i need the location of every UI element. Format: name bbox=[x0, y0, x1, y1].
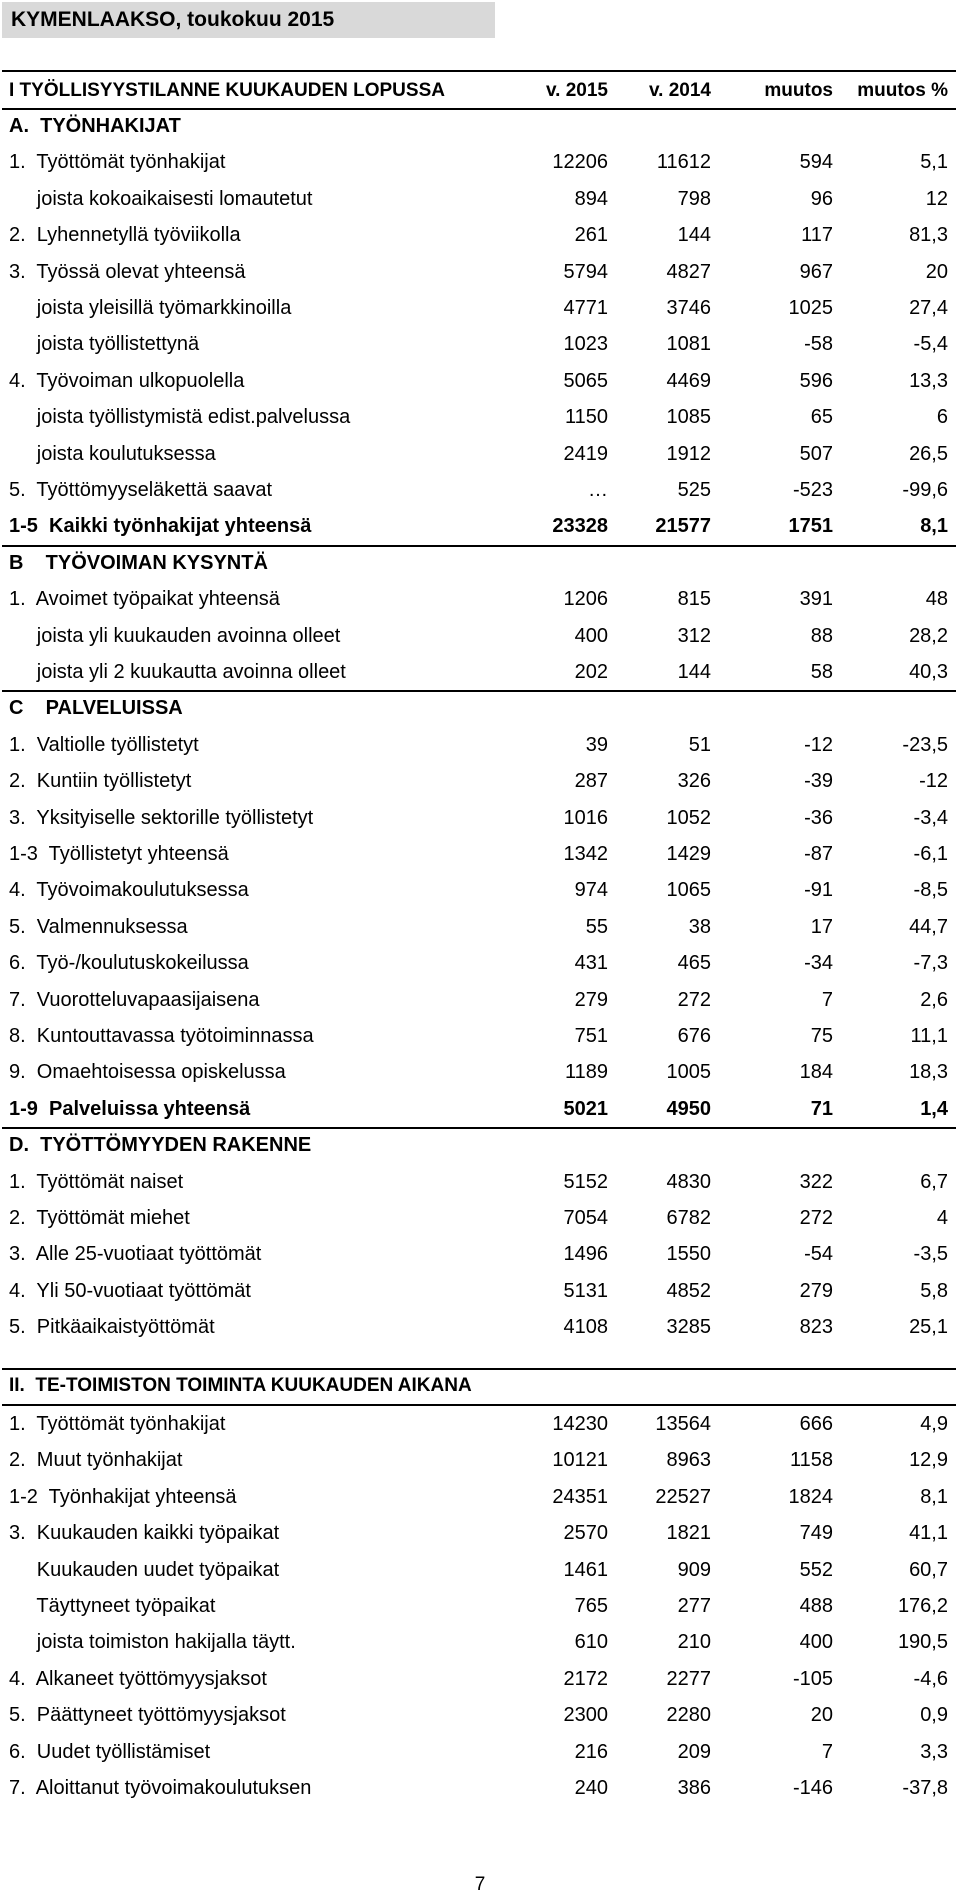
row-value-4: 8,1 bbox=[920, 515, 948, 537]
row-value-1: 2300 bbox=[563, 1704, 608, 1726]
row-value-1: 2419 bbox=[563, 443, 608, 465]
row-value-4: 18,3 bbox=[909, 1061, 948, 1083]
row-label: B TYÖVOIMAN KYSYNTÄ bbox=[9, 552, 268, 574]
row-label: C PALVELUISSA bbox=[9, 697, 183, 719]
row-value-4: 3,3 bbox=[920, 1741, 948, 1763]
table-row bbox=[0, 437, 960, 473]
row-value-3: 552 bbox=[799, 1559, 833, 1581]
row-value-3: -58 bbox=[804, 333, 833, 355]
row-value-2: 1081 bbox=[666, 333, 711, 355]
row-label: 4. Alkaneet työttömyysjaksot bbox=[9, 1668, 267, 1690]
row-value-4: 40,3 bbox=[909, 661, 948, 683]
row-value-3: -34 bbox=[804, 952, 833, 974]
row-value-4: 27,4 bbox=[909, 297, 948, 319]
table-row bbox=[0, 1055, 960, 1091]
row-value-4: 13,3 bbox=[909, 370, 948, 392]
row-value-2: 1912 bbox=[666, 443, 711, 465]
table-row bbox=[0, 364, 960, 400]
row-value-3: -105 bbox=[792, 1668, 833, 1690]
row-label: 1-3 Työllistetyt yhteensä bbox=[9, 843, 229, 865]
row-label: joista kokoaikaisesti lomautetut bbox=[9, 188, 313, 210]
row-value-4: 176,2 bbox=[897, 1595, 948, 1617]
row-value-2: 1550 bbox=[666, 1243, 711, 1265]
row-value-1: 1023 bbox=[563, 333, 608, 355]
row-value-3: 400 bbox=[799, 1631, 833, 1653]
row-label: 4. Työvoiman ulkopuolella bbox=[9, 370, 245, 392]
table-row bbox=[0, 1516, 960, 1552]
section2-bottom-rule bbox=[2, 1404, 956, 1406]
row-label: joista työllistymistä edist.palvelussa bbox=[9, 406, 351, 428]
row-value-2: 1085 bbox=[666, 406, 711, 428]
row-value-1: 400 bbox=[574, 625, 608, 647]
row-value-4: 8,1 bbox=[920, 1486, 948, 1508]
row-value-2: 525 bbox=[677, 479, 711, 501]
table-row bbox=[0, 1698, 960, 1734]
row-value-3: 594 bbox=[799, 151, 833, 173]
row-value-2: 465 bbox=[677, 952, 711, 974]
row-value-2: 13564 bbox=[655, 1413, 711, 1435]
row-value-3: 391 bbox=[799, 588, 833, 610]
row-value-2: 1065 bbox=[666, 879, 711, 901]
row-value-3: 272 bbox=[799, 1207, 833, 1229]
row-value-2: 210 bbox=[677, 1631, 711, 1653]
row-label: joista yli 2 kuukautta avoinna olleet bbox=[9, 661, 346, 683]
row-value-1: 10121 bbox=[552, 1449, 608, 1471]
row-value-4: -8,5 bbox=[913, 879, 948, 901]
row-value-3: -12 bbox=[804, 734, 833, 756]
table-row bbox=[0, 509, 960, 545]
row-label: 1-5 Kaikki työnhakijat yhteensä bbox=[9, 515, 312, 537]
row-label: joista työllistettynä bbox=[9, 333, 200, 355]
row-value-1: 4108 bbox=[563, 1316, 608, 1338]
row-value-4: 28,2 bbox=[909, 625, 948, 647]
table-row bbox=[0, 1019, 960, 1055]
row-value-4: 6 bbox=[936, 406, 948, 428]
row-value-1: 1150 bbox=[564, 406, 608, 428]
row-value-2: 38 bbox=[688, 916, 711, 938]
row-value-2: 51 bbox=[688, 734, 711, 756]
row-value-2: 4469 bbox=[666, 370, 711, 392]
row-value-3: 967 bbox=[799, 261, 833, 283]
row-label: 8. Kuntouttavassa työtoiminnassa bbox=[9, 1025, 314, 1047]
row-value-3: 96 bbox=[810, 188, 833, 210]
table-row bbox=[0, 873, 960, 909]
row-label: 3. Kuukauden kaikki työpaikat bbox=[9, 1522, 280, 1544]
row-label: 1-9 Palveluissa yhteensä bbox=[9, 1098, 251, 1120]
row-label: joista koulutuksessa bbox=[9, 443, 216, 465]
row-value-3: 71 bbox=[810, 1098, 833, 1120]
row-value-2: 4950 bbox=[666, 1098, 711, 1120]
table-row bbox=[0, 182, 960, 218]
row-value-2: 4830 bbox=[666, 1171, 711, 1193]
row-value-3: 1158 bbox=[789, 1449, 833, 1471]
row-value-3: 507 bbox=[799, 443, 833, 465]
section-rule bbox=[2, 1127, 956, 1129]
row-value-3: -523 bbox=[792, 479, 833, 501]
row-value-1: 1206 bbox=[563, 588, 608, 610]
row-label: 5. Päättyneet työttömyysjaksot bbox=[9, 1704, 286, 1726]
row-value-4: 0,9 bbox=[920, 1704, 948, 1726]
section-heading-row bbox=[0, 1128, 960, 1164]
row-label: 3. Yksityiselle sektorille työllistetyt bbox=[9, 807, 314, 829]
table-row bbox=[0, 1407, 960, 1443]
row-value-1: 202 bbox=[574, 661, 608, 683]
row-label: 2. Työttömät miehet bbox=[9, 1207, 190, 1229]
row-value-2: 209 bbox=[677, 1741, 711, 1763]
table-row bbox=[0, 291, 960, 327]
row-value-1: 5152 bbox=[563, 1171, 608, 1193]
row-value-1: 279 bbox=[574, 989, 608, 1011]
row-value-2: 277 bbox=[677, 1595, 711, 1617]
row-value-4: 6,7 bbox=[920, 1171, 948, 1193]
row-value-2: 386 bbox=[677, 1777, 711, 1799]
row-label: 2. Kuntiin työllistetyt bbox=[9, 770, 192, 792]
row-value-4: 4 bbox=[936, 1207, 948, 1229]
row-value-4: 1,4 bbox=[920, 1098, 948, 1120]
header-top-rule bbox=[2, 70, 956, 72]
row-label: joista yli kuukauden avoinna olleet bbox=[9, 625, 341, 647]
row-value-2: 4827 bbox=[666, 261, 711, 283]
table-row bbox=[0, 764, 960, 800]
row-label: 4. Yli 50-vuotiaat työttömät bbox=[9, 1280, 251, 1302]
row-label: 1. Avoimet työpaikat yhteensä bbox=[9, 588, 280, 610]
page-title: KYMENLAAKSO, toukokuu 2015 bbox=[11, 8, 335, 31]
row-label: 4. Työvoimakoulutuksessa bbox=[9, 879, 249, 901]
row-label: 3. Alle 25-vuotiaat työttömät bbox=[9, 1243, 262, 1265]
row-label: 1. Valtiolle työllistetyt bbox=[9, 734, 199, 756]
row-value-4: 26,5 bbox=[909, 443, 948, 465]
row-value-1: 23328 bbox=[552, 515, 608, 537]
table-row bbox=[0, 1625, 960, 1661]
row-value-1: 287 bbox=[574, 770, 608, 792]
row-value-4: 25,1 bbox=[909, 1316, 948, 1338]
row-value-4: -3,5 bbox=[913, 1243, 948, 1265]
table-row bbox=[0, 1201, 960, 1237]
row-label: 3. Työssä olevat yhteensä bbox=[9, 261, 246, 283]
row-value-1: 751 bbox=[574, 1025, 608, 1047]
row-value-1: 12206 bbox=[552, 151, 608, 173]
row-label: 2. Muut työnhakijat bbox=[9, 1449, 183, 1471]
row-value-1: 1342 bbox=[563, 843, 608, 865]
table-row bbox=[0, 327, 960, 363]
row-value-2: 798 bbox=[677, 188, 711, 210]
row-value-4: 5,1 bbox=[920, 151, 948, 173]
row-value-3: 117 bbox=[801, 224, 833, 246]
row-value-4: 41,1 bbox=[909, 1522, 948, 1544]
row-value-1: 7054 bbox=[563, 1207, 608, 1229]
row-value-1: 1016 bbox=[563, 807, 608, 829]
row-label: Kuukauden uudet työpaikat bbox=[9, 1559, 280, 1581]
row-label: 7. Vuorotteluvapaasijaisena bbox=[9, 989, 260, 1011]
row-value-3: 65 bbox=[810, 406, 833, 428]
section1-heading: I TYÖLLISYYSTILANNE KUUKAUDEN LOPUSSA bbox=[9, 80, 445, 101]
row-value-2: 4852 bbox=[666, 1280, 711, 1302]
row-value-1: 216 bbox=[574, 1741, 608, 1763]
table-row bbox=[0, 1589, 960, 1625]
row-value-2: 312 bbox=[677, 625, 711, 647]
section-heading-row bbox=[0, 546, 960, 582]
row-value-1: 2172 bbox=[563, 1668, 608, 1690]
row-label: Täyttyneet työpaikat bbox=[9, 1595, 216, 1617]
row-value-4: -12 bbox=[919, 770, 948, 792]
table-row bbox=[0, 1480, 960, 1516]
section2-heading: II. TE-TOIMISTON TOIMINTA KUUKAUDEN AIKANA bbox=[9, 1375, 472, 1396]
row-value-2: 2277 bbox=[666, 1668, 711, 1690]
row-value-3: 1824 bbox=[788, 1486, 833, 1508]
row-value-1: 240 bbox=[574, 1777, 608, 1799]
table-row bbox=[0, 218, 960, 254]
row-label: D. TYÖTTÖMYYDEN RAKENNE bbox=[9, 1134, 312, 1156]
row-value-2: 2280 bbox=[666, 1704, 711, 1726]
row-label: 5. Valmennuksessa bbox=[9, 916, 188, 938]
row-value-1: 5065 bbox=[563, 370, 608, 392]
row-value-2: 21577 bbox=[655, 515, 711, 537]
row-value-4: 11,1 bbox=[910, 1025, 948, 1047]
row-value-4: 12,9 bbox=[909, 1449, 948, 1471]
table-row bbox=[0, 1443, 960, 1479]
row-value-1: 5131 bbox=[563, 1280, 608, 1302]
table-row bbox=[0, 837, 960, 873]
table-row bbox=[0, 582, 960, 618]
row-value-1: 5021 bbox=[563, 1098, 608, 1120]
row-value-4: 4,9 bbox=[920, 1413, 948, 1435]
row-value-1: 765 bbox=[574, 1595, 608, 1617]
row-value-4: -23,5 bbox=[902, 734, 948, 756]
table-row bbox=[0, 1735, 960, 1771]
row-value-3: -91 bbox=[804, 879, 833, 901]
row-value-4: 20 bbox=[925, 261, 948, 283]
row-value-1: 24351 bbox=[552, 1486, 608, 1508]
table-row bbox=[0, 1092, 960, 1128]
table-row bbox=[0, 1237, 960, 1273]
page-number: 7 bbox=[474, 1874, 486, 1895]
row-value-3: 88 bbox=[810, 625, 833, 647]
row-label: joista toimiston hakijalla täytt. bbox=[9, 1631, 296, 1653]
row-value-3: 488 bbox=[799, 1595, 833, 1617]
row-label: 1-2 Työnhakijat yhteensä bbox=[9, 1486, 237, 1508]
row-label: 6. Työ-/koulutuskokeilussa bbox=[9, 952, 249, 974]
table-row bbox=[0, 145, 960, 181]
row-label: 1. Työttömät naiset bbox=[9, 1171, 184, 1193]
row-value-1: 5794 bbox=[563, 261, 608, 283]
table-row bbox=[0, 1310, 960, 1346]
row-value-3: 75 bbox=[810, 1025, 833, 1047]
row-value-2: 1005 bbox=[666, 1061, 711, 1083]
section-heading-row bbox=[0, 109, 960, 145]
row-label: joista yleisillä työmarkkinoilla bbox=[9, 297, 292, 319]
row-value-1: … bbox=[588, 479, 608, 501]
row-value-4: 60,7 bbox=[909, 1559, 948, 1581]
row-value-1: 1189 bbox=[564, 1061, 608, 1083]
row-value-2: 676 bbox=[677, 1025, 711, 1047]
row-value-2: 815 bbox=[677, 588, 711, 610]
table-row bbox=[0, 728, 960, 764]
row-label: 2. Lyhennetyllä työviikolla bbox=[9, 224, 241, 246]
row-value-4: 81,3 bbox=[909, 224, 948, 246]
row-label: 1. Työttömät työnhakijat bbox=[9, 151, 226, 173]
row-value-3: 279 bbox=[799, 1280, 833, 1302]
table-row bbox=[0, 1553, 960, 1589]
section-rule bbox=[2, 690, 956, 692]
table-row bbox=[0, 400, 960, 436]
row-value-2: 22527 bbox=[655, 1486, 711, 1508]
row-value-2: 6782 bbox=[666, 1207, 711, 1229]
col-header-2014: v. 2014 bbox=[649, 80, 711, 101]
row-value-3: 184 bbox=[799, 1061, 833, 1083]
row-value-2: 8963 bbox=[666, 1449, 711, 1471]
row-label: 5. Pitkäaikaistyöttömät bbox=[9, 1316, 215, 1338]
section2-top-rule bbox=[2, 1368, 956, 1370]
row-value-3: -87 bbox=[804, 843, 833, 865]
row-value-2: 11612 bbox=[656, 151, 711, 173]
row-value-3: -36 bbox=[804, 807, 833, 829]
row-value-1: 974 bbox=[574, 879, 608, 901]
row-value-4: -4,6 bbox=[913, 1668, 948, 1690]
row-value-2: 1052 bbox=[666, 807, 711, 829]
row-value-2: 326 bbox=[677, 770, 711, 792]
row-value-3: 1751 bbox=[788, 515, 833, 537]
row-value-4: -5,4 bbox=[913, 333, 948, 355]
section-rule bbox=[2, 108, 956, 110]
section-heading-row bbox=[0, 691, 960, 727]
row-value-4: -6,1 bbox=[913, 843, 948, 865]
row-value-4: -7,3 bbox=[913, 952, 948, 974]
table-row bbox=[0, 1274, 960, 1310]
col-header-muutos-pct: muutos % bbox=[857, 80, 948, 101]
table-row bbox=[0, 983, 960, 1019]
table-row bbox=[0, 1662, 960, 1698]
row-value-2: 909 bbox=[677, 1559, 711, 1581]
row-value-3: -146 bbox=[792, 1777, 833, 1799]
row-label: 6. Uudet työllistämiset bbox=[9, 1741, 211, 1763]
row-value-2: 1821 bbox=[666, 1522, 711, 1544]
row-value-2: 3285 bbox=[666, 1316, 711, 1338]
row-value-3: 1025 bbox=[788, 297, 833, 319]
page-title-bar bbox=[2, 2, 495, 38]
table-row bbox=[0, 473, 960, 509]
row-value-1: 4771 bbox=[563, 297, 608, 319]
row-value-2: 144 bbox=[677, 661, 711, 683]
table-row bbox=[0, 801, 960, 837]
row-label: 1. Työttömät työnhakijat bbox=[9, 1413, 226, 1435]
row-value-1: 55 bbox=[585, 916, 608, 938]
row-value-3: 7 bbox=[821, 989, 833, 1011]
row-value-1: 14230 bbox=[552, 1413, 608, 1435]
row-value-2: 144 bbox=[677, 224, 711, 246]
table-row bbox=[0, 946, 960, 982]
row-value-3: -39 bbox=[804, 770, 833, 792]
row-value-1: 39 bbox=[585, 734, 608, 756]
col-header-muutos: muutos bbox=[764, 80, 833, 101]
row-label: 5. Työttömyyseläkettä saavat bbox=[9, 479, 273, 501]
section-rule bbox=[2, 545, 956, 547]
row-value-3: -54 bbox=[804, 1243, 833, 1265]
row-value-4: 44,7 bbox=[909, 916, 948, 938]
row-value-4: -3,4 bbox=[913, 807, 948, 829]
table-row bbox=[0, 1165, 960, 1201]
row-value-4: 12 bbox=[925, 188, 948, 210]
row-value-4: 190,5 bbox=[897, 1631, 948, 1653]
table-row bbox=[0, 619, 960, 655]
row-value-3: 7 bbox=[821, 1741, 833, 1763]
table-row bbox=[0, 255, 960, 291]
row-value-4: -99,6 bbox=[902, 479, 948, 501]
row-value-3: 17 bbox=[810, 916, 833, 938]
row-value-3: 666 bbox=[799, 1413, 833, 1435]
row-value-1: 261 bbox=[574, 224, 608, 246]
row-value-2: 272 bbox=[677, 989, 711, 1011]
row-label: 9. Omaehtoisessa opiskelussa bbox=[9, 1061, 286, 1083]
row-value-1: 894 bbox=[574, 188, 608, 210]
row-value-4: -37,8 bbox=[902, 1777, 948, 1799]
row-value-4: 5,8 bbox=[920, 1280, 948, 1302]
row-label: A. TYÖNHAKIJAT bbox=[9, 115, 181, 137]
row-value-3: 58 bbox=[810, 661, 833, 683]
row-value-3: 749 bbox=[799, 1522, 833, 1544]
row-value-1: 431 bbox=[574, 952, 608, 974]
row-value-1: 1461 bbox=[563, 1559, 608, 1581]
row-value-1: 1496 bbox=[563, 1243, 608, 1265]
row-value-1: 610 bbox=[574, 1631, 608, 1653]
row-value-2: 3746 bbox=[666, 297, 711, 319]
row-value-3: 823 bbox=[799, 1316, 833, 1338]
row-value-4: 48 bbox=[925, 588, 948, 610]
row-value-3: 596 bbox=[799, 370, 833, 392]
row-label: 7. Aloittanut työvoimakoulutuksen bbox=[9, 1777, 312, 1799]
table-row bbox=[0, 1771, 960, 1807]
col-header-2015: v. 2015 bbox=[546, 80, 608, 101]
row-value-3: 322 bbox=[799, 1171, 833, 1193]
row-value-1: 2570 bbox=[563, 1522, 608, 1544]
table-row bbox=[0, 910, 960, 946]
table-row bbox=[0, 655, 960, 691]
row-value-2: 1429 bbox=[666, 843, 711, 865]
row-value-3: 20 bbox=[810, 1704, 833, 1726]
row-value-4: 2,6 bbox=[920, 989, 948, 1011]
